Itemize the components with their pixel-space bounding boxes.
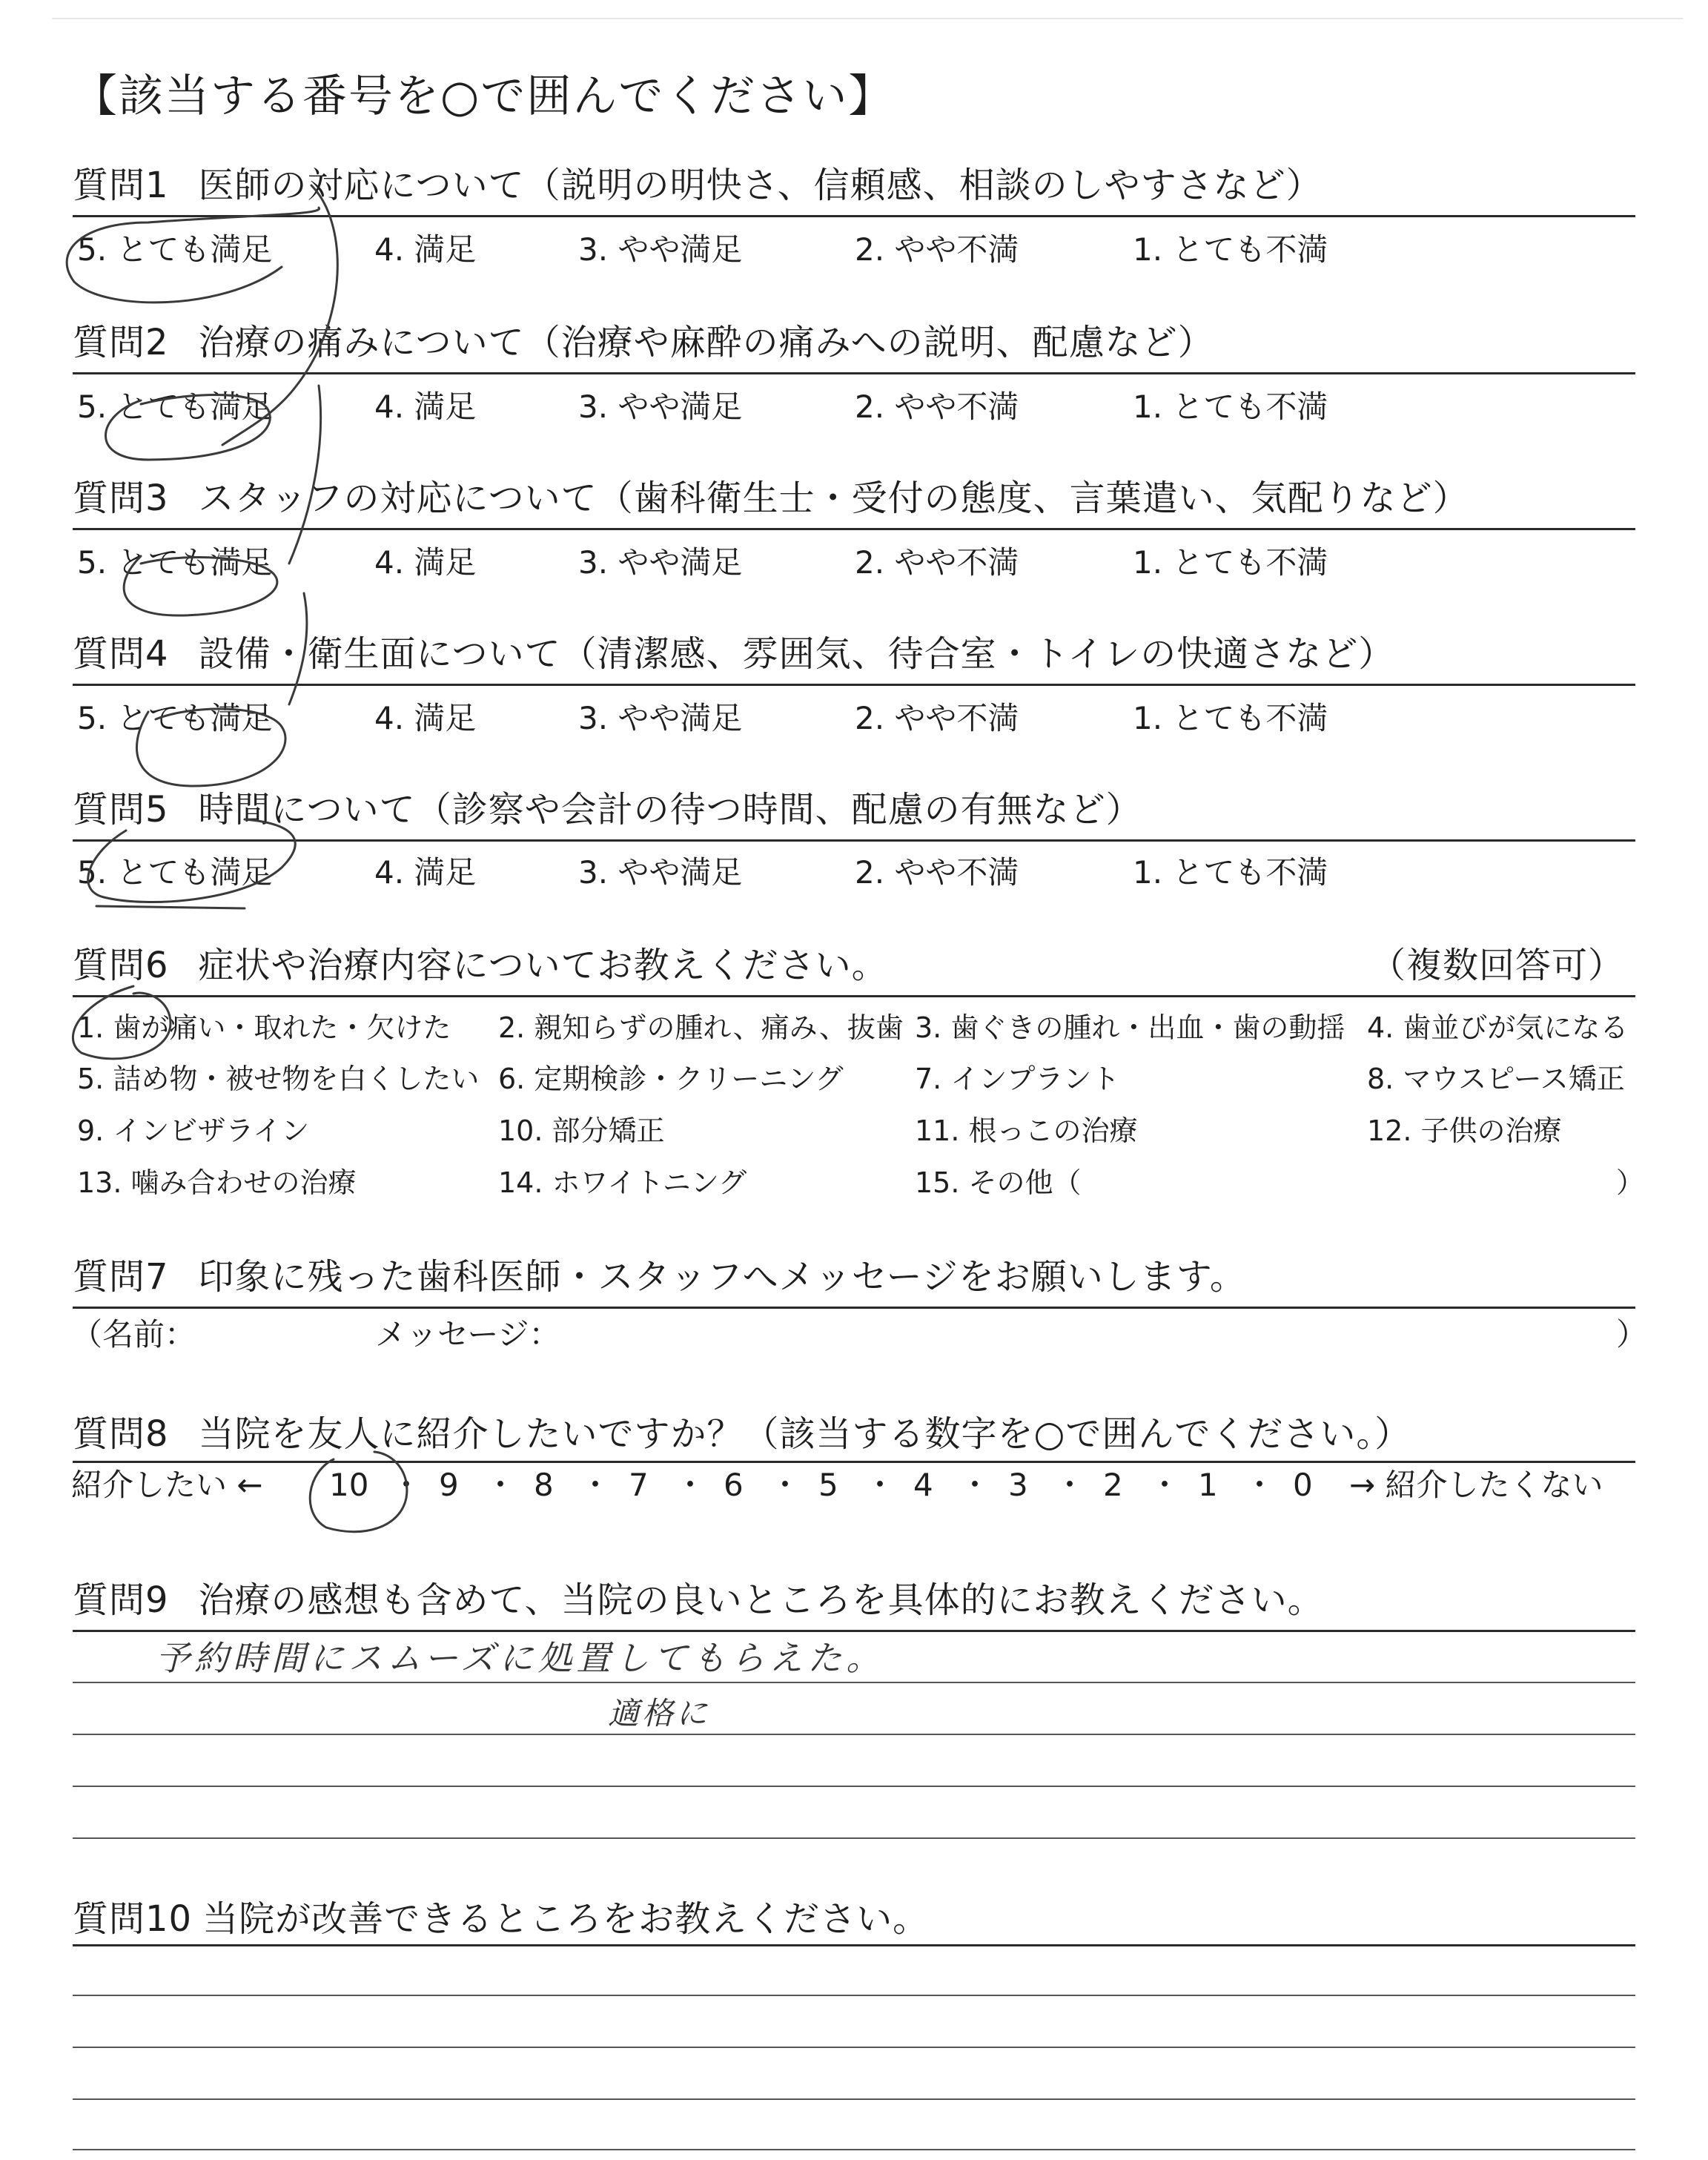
question-rule xyxy=(73,528,1635,530)
scale-value-9[interactable]: 9 xyxy=(439,1467,459,1503)
symptom-option-1-selected[interactable]: 1. 歯が痛い・取れた・欠けた xyxy=(77,1011,451,1044)
question-rule xyxy=(73,839,1635,842)
scale-separator: ・ xyxy=(769,1467,801,1503)
question-label: 質問10 xyxy=(73,1898,193,1940)
question-label: 質問5 xyxy=(73,789,169,830)
option-3[interactable]: 3. やや満足 xyxy=(578,231,743,268)
scale-separator: ・ xyxy=(1054,1467,1086,1503)
scale-value-1[interactable]: 1 xyxy=(1198,1467,1218,1503)
scale-value-7[interactable]: 7 xyxy=(629,1467,649,1503)
question-text: 設備・衛生面について（清潔感、雰囲気、待合室・トイレの快適さなど） xyxy=(198,633,1395,675)
other-close-paren: ） xyxy=(1616,1166,1645,1199)
question-5 xyxy=(73,789,1142,830)
question-label: 質問4 xyxy=(73,633,169,675)
scale-value-4[interactable]: 4 xyxy=(913,1467,933,1503)
answer-line xyxy=(73,2098,1635,2100)
symptom-option-11[interactable]: 11. 根っこの治療 xyxy=(915,1114,1138,1147)
option-2[interactable]: 2. やや不満 xyxy=(855,854,1019,891)
name-label: （名前： xyxy=(71,1316,196,1353)
question-label: 質問1 xyxy=(73,165,169,206)
page-title: 【該当する番号を○で囲んでください】 xyxy=(73,70,895,122)
question-6 xyxy=(73,945,888,986)
scale-right-label: → 紹介したくない xyxy=(1349,1467,1603,1503)
question-text: 印象に残った歯科医師・スタッフへメッセージをお願いします。 xyxy=(198,1256,1246,1298)
option-1[interactable]: 1. とても不満 xyxy=(1133,544,1328,581)
multiple-answer-note: （複数回答可） xyxy=(1370,945,1625,986)
symptom-option-3[interactable]: 3. 歯ぐきの腫れ・出血・歯の動揺 xyxy=(915,1011,1345,1044)
scale-separator: ・ xyxy=(959,1467,991,1503)
scale-separator: ・ xyxy=(1149,1467,1181,1503)
scale-value-2[interactable]: 2 xyxy=(1103,1467,1123,1503)
question-label: 質問9 xyxy=(73,1579,169,1621)
question-rule xyxy=(73,1944,1635,1946)
underline-mark-q5 xyxy=(96,906,245,908)
answer-line xyxy=(73,1837,1635,1839)
handwritten-answer: 予約時間にスムーズに処置してもらえた。 xyxy=(156,1638,885,1678)
option-2[interactable]: 2. やや不満 xyxy=(855,544,1019,581)
scale-separator: ・ xyxy=(485,1467,517,1503)
question-rule xyxy=(73,1461,1635,1463)
scale-value-10-selected[interactable]: 10 xyxy=(329,1467,369,1503)
answer-line xyxy=(73,2149,1635,2150)
scale-separator: ・ xyxy=(864,1467,896,1503)
option-1[interactable]: 1. とても不満 xyxy=(1133,854,1328,891)
symptom-option-15-other[interactable]: 15. その他（ xyxy=(915,1166,1082,1199)
option-4[interactable]: 4. 満足 xyxy=(374,544,477,581)
option-4[interactable]: 4. 満足 xyxy=(374,700,477,736)
option-1[interactable]: 1. とても不満 xyxy=(1133,231,1328,268)
question-9 xyxy=(73,1579,1324,1621)
answer-line xyxy=(73,1682,1635,1683)
scan-edge-line xyxy=(52,18,1683,19)
question-text: 当院を友人に紹介したいですか？（該当する数字を○で囲んでください。） xyxy=(198,1413,1411,1455)
symptom-option-5[interactable]: 5. 詰め物・被せ物を白くしたい xyxy=(77,1063,480,1095)
option-5-selected[interactable]: 5. とても満足 xyxy=(77,700,273,736)
symptom-option-9[interactable]: 9. インビザライン xyxy=(77,1114,310,1147)
symptom-option-8[interactable]: 8. マウスピース矯正 xyxy=(1367,1063,1625,1095)
answer-line xyxy=(73,1786,1635,1787)
option-2[interactable]: 2. やや不満 xyxy=(855,700,1019,736)
symptom-option-14[interactable]: 14. ホワイトニング xyxy=(498,1166,747,1199)
option-4[interactable]: 4. 満足 xyxy=(374,854,477,891)
option-5-selected[interactable]: 5. とても満足 xyxy=(77,544,273,581)
option-1[interactable]: 1. とても不満 xyxy=(1133,389,1328,425)
question-label: 質問8 xyxy=(73,1413,169,1455)
question-1 xyxy=(73,165,1323,206)
question-text: 医師の対応について（説明の明快さ、信頼感、相談のしやすさなど） xyxy=(198,165,1323,206)
symptom-option-12[interactable]: 12. 子供の治療 xyxy=(1367,1114,1562,1147)
question-text: スタッフの対応について（歯科衛生士・受付の態度、言葉遣い、気配りなど） xyxy=(198,478,1469,519)
handwritten-insertion: 適格に xyxy=(608,1695,711,1731)
scale-value-5[interactable]: 5 xyxy=(818,1467,838,1503)
question-label: 質問7 xyxy=(73,1256,169,1298)
symptom-option-13[interactable]: 13. 噛み合わせの治療 xyxy=(77,1166,357,1199)
symptom-option-6[interactable]: 6. 定期検診・クリーニング xyxy=(498,1063,844,1095)
connector-mark-q2-q3 xyxy=(289,386,321,564)
scale-separator: ・ xyxy=(580,1467,612,1503)
question-text: 時間について（診察や会計の待つ時間、配慮の有無など） xyxy=(198,789,1142,830)
option-3[interactable]: 3. やや満足 xyxy=(578,389,743,425)
option-3[interactable]: 3. やや満足 xyxy=(578,854,743,891)
scale-separator: ・ xyxy=(1244,1467,1276,1503)
option-3[interactable]: 3. やや満足 xyxy=(578,700,743,736)
scale-value-3[interactable]: 3 xyxy=(1008,1467,1028,1503)
option-1[interactable]: 1. とても不満 xyxy=(1133,700,1328,736)
question-label: 質問3 xyxy=(73,478,169,519)
question-text: 治療の感想も含めて、当院の良いところを具体的にお教えください。 xyxy=(198,1579,1324,1621)
option-4[interactable]: 4. 満足 xyxy=(374,231,477,268)
option-5-selected[interactable]: 5. とても満足 xyxy=(77,854,273,891)
scale-left-label: 紹介したい ← xyxy=(71,1467,263,1503)
question-rule xyxy=(73,215,1635,217)
message-label: メッセージ： xyxy=(375,1316,560,1353)
question-2 xyxy=(73,322,1214,363)
option-2[interactable]: 2. やや不満 xyxy=(855,389,1019,425)
answer-line xyxy=(73,1734,1635,1735)
question-3 xyxy=(73,478,1469,519)
scale-value-0[interactable]: 0 xyxy=(1293,1467,1313,1503)
symptom-option-7[interactable]: 7. インプラント xyxy=(915,1063,1120,1095)
question-rule xyxy=(73,372,1635,374)
option-2[interactable]: 2. やや不満 xyxy=(855,231,1019,268)
message-close-paren: ） xyxy=(1616,1316,1648,1353)
question-text: 治療の痛みについて（治療や麻酔の痛みへの説明、配慮など） xyxy=(198,322,1214,363)
question-rule xyxy=(73,995,1635,997)
question-10 xyxy=(73,1898,929,1940)
symptom-option-10[interactable]: 10. 部分矯正 xyxy=(498,1114,665,1147)
question-4 xyxy=(73,633,1394,675)
symptom-option-2[interactable]: 2. 親知らずの腫れ、痛み、抜歯 xyxy=(498,1011,904,1044)
question-label: 質問6 xyxy=(73,945,169,986)
question-rule xyxy=(73,684,1635,686)
scale-separator: ・ xyxy=(675,1467,706,1503)
question-text: 症状や治療内容についてお教えください。 xyxy=(198,945,888,986)
scale-separator: ・ xyxy=(391,1467,423,1503)
question-8 xyxy=(73,1413,1411,1455)
scale-value-8[interactable]: 8 xyxy=(534,1467,554,1503)
option-5-selected[interactable]: 5. とても満足 xyxy=(77,389,273,425)
question-rule xyxy=(73,1307,1635,1309)
question-7 xyxy=(73,1256,1246,1298)
question-label: 質問2 xyxy=(73,322,169,363)
answer-line xyxy=(73,2047,1635,2048)
question-text: 当院が改善できるところをお教えください。 xyxy=(202,1898,930,1940)
scale-value-6[interactable]: 6 xyxy=(724,1467,744,1503)
answer-line xyxy=(73,1995,1635,1996)
symptom-option-4[interactable]: 4. 歯並びが気になる xyxy=(1367,1011,1629,1044)
option-3[interactable]: 3. やや満足 xyxy=(578,544,743,581)
option-4[interactable]: 4. 満足 xyxy=(374,389,477,425)
option-5-selected[interactable]: 5. とても満足 xyxy=(77,231,273,268)
